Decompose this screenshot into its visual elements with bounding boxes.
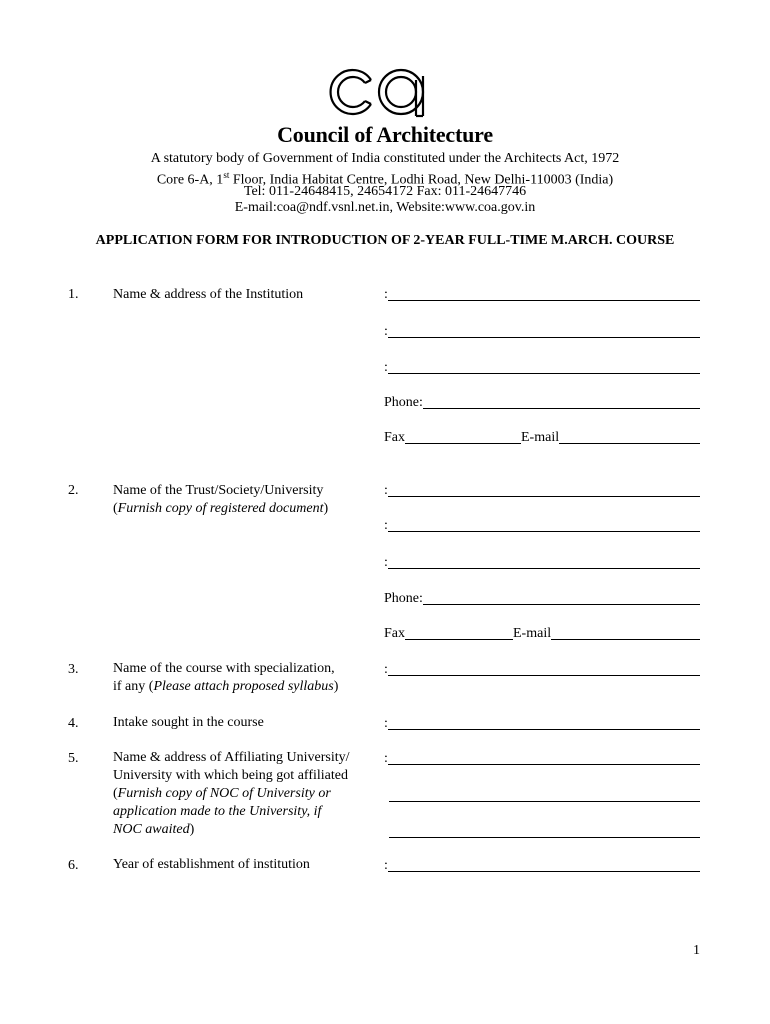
institution-phone-field[interactable]: Phone:: [384, 393, 700, 411]
intake-field[interactable]: :: [384, 714, 700, 732]
item-label-course: Name of the course with specialization, if any (Please attach proposed syllabus): [113, 661, 339, 694]
trust-phone-field[interactable]: Phone:: [384, 589, 700, 607]
university-field-1[interactable]: :: [384, 749, 700, 767]
org-title: Council of Architecture: [277, 122, 493, 147]
institution-fax-email-field[interactable]: Fax E-mail: [384, 428, 700, 446]
item-number: 1.: [68, 287, 79, 302]
course-name-field[interactable]: :: [384, 660, 700, 678]
item-label-establishment: Year of establishment of institution: [113, 857, 310, 872]
trust-address-field-1[interactable]: :: [384, 516, 700, 534]
page-number: 1: [693, 943, 700, 958]
item-number: 3.: [68, 662, 79, 677]
university-field-2[interactable]: [384, 786, 700, 804]
item-number: 4.: [68, 716, 79, 731]
trust-name-field[interactable]: :: [384, 481, 700, 499]
university-field-3[interactable]: [384, 822, 700, 840]
item-number: 6.: [68, 858, 79, 873]
item-number: 2.: [68, 483, 79, 498]
institution-address-field-1[interactable]: :: [384, 322, 700, 340]
establishment-year-field[interactable]: :: [384, 856, 700, 874]
coa-logo: [325, 66, 437, 118]
item-label-university: Name & address of Affiliating University/ University with which being got affiliated (Furnish copy of NOC of University or application made to the University, if NOC awaited): [113, 750, 350, 837]
org-address-line: Core 6-A, 1st Floor, India Habitat Centre, Lodhi Road, New Delhi-110003 (India): [156, 170, 614, 188]
item-label-trust: Name of the Trust/Society/University (Furnish copy of registered document): [113, 483, 329, 516]
trust-fax-email-field[interactable]: Fax E-mail: [384, 624, 700, 642]
institution-address-field-2[interactable]: :: [384, 358, 700, 376]
item-number: 5.: [68, 751, 79, 766]
institution-name-field[interactable]: :: [384, 285, 700, 303]
org-email-line: E-mail:coa@ndf.vsnl.net.in, Website:www.coa.gov.in: [234, 200, 536, 215]
form-heading: APPLICATION FORM FOR INTRODUCTION OF 2-YEAR FULL-TIME M.ARCH. COURSE: [95, 233, 675, 248]
trust-address-field-2[interactable]: :: [384, 553, 700, 571]
item-label-institution: Name & address of the Institution: [113, 287, 304, 302]
org-statute-line: A statutory body of Government of India constituted under the Architects Act, 1972: [150, 151, 620, 166]
item-label-intake: Intake sought in the course: [113, 715, 264, 730]
org-phone-line: Tel: 011-24648415, 24654172 Fax: 011-24647746: [243, 184, 527, 199]
